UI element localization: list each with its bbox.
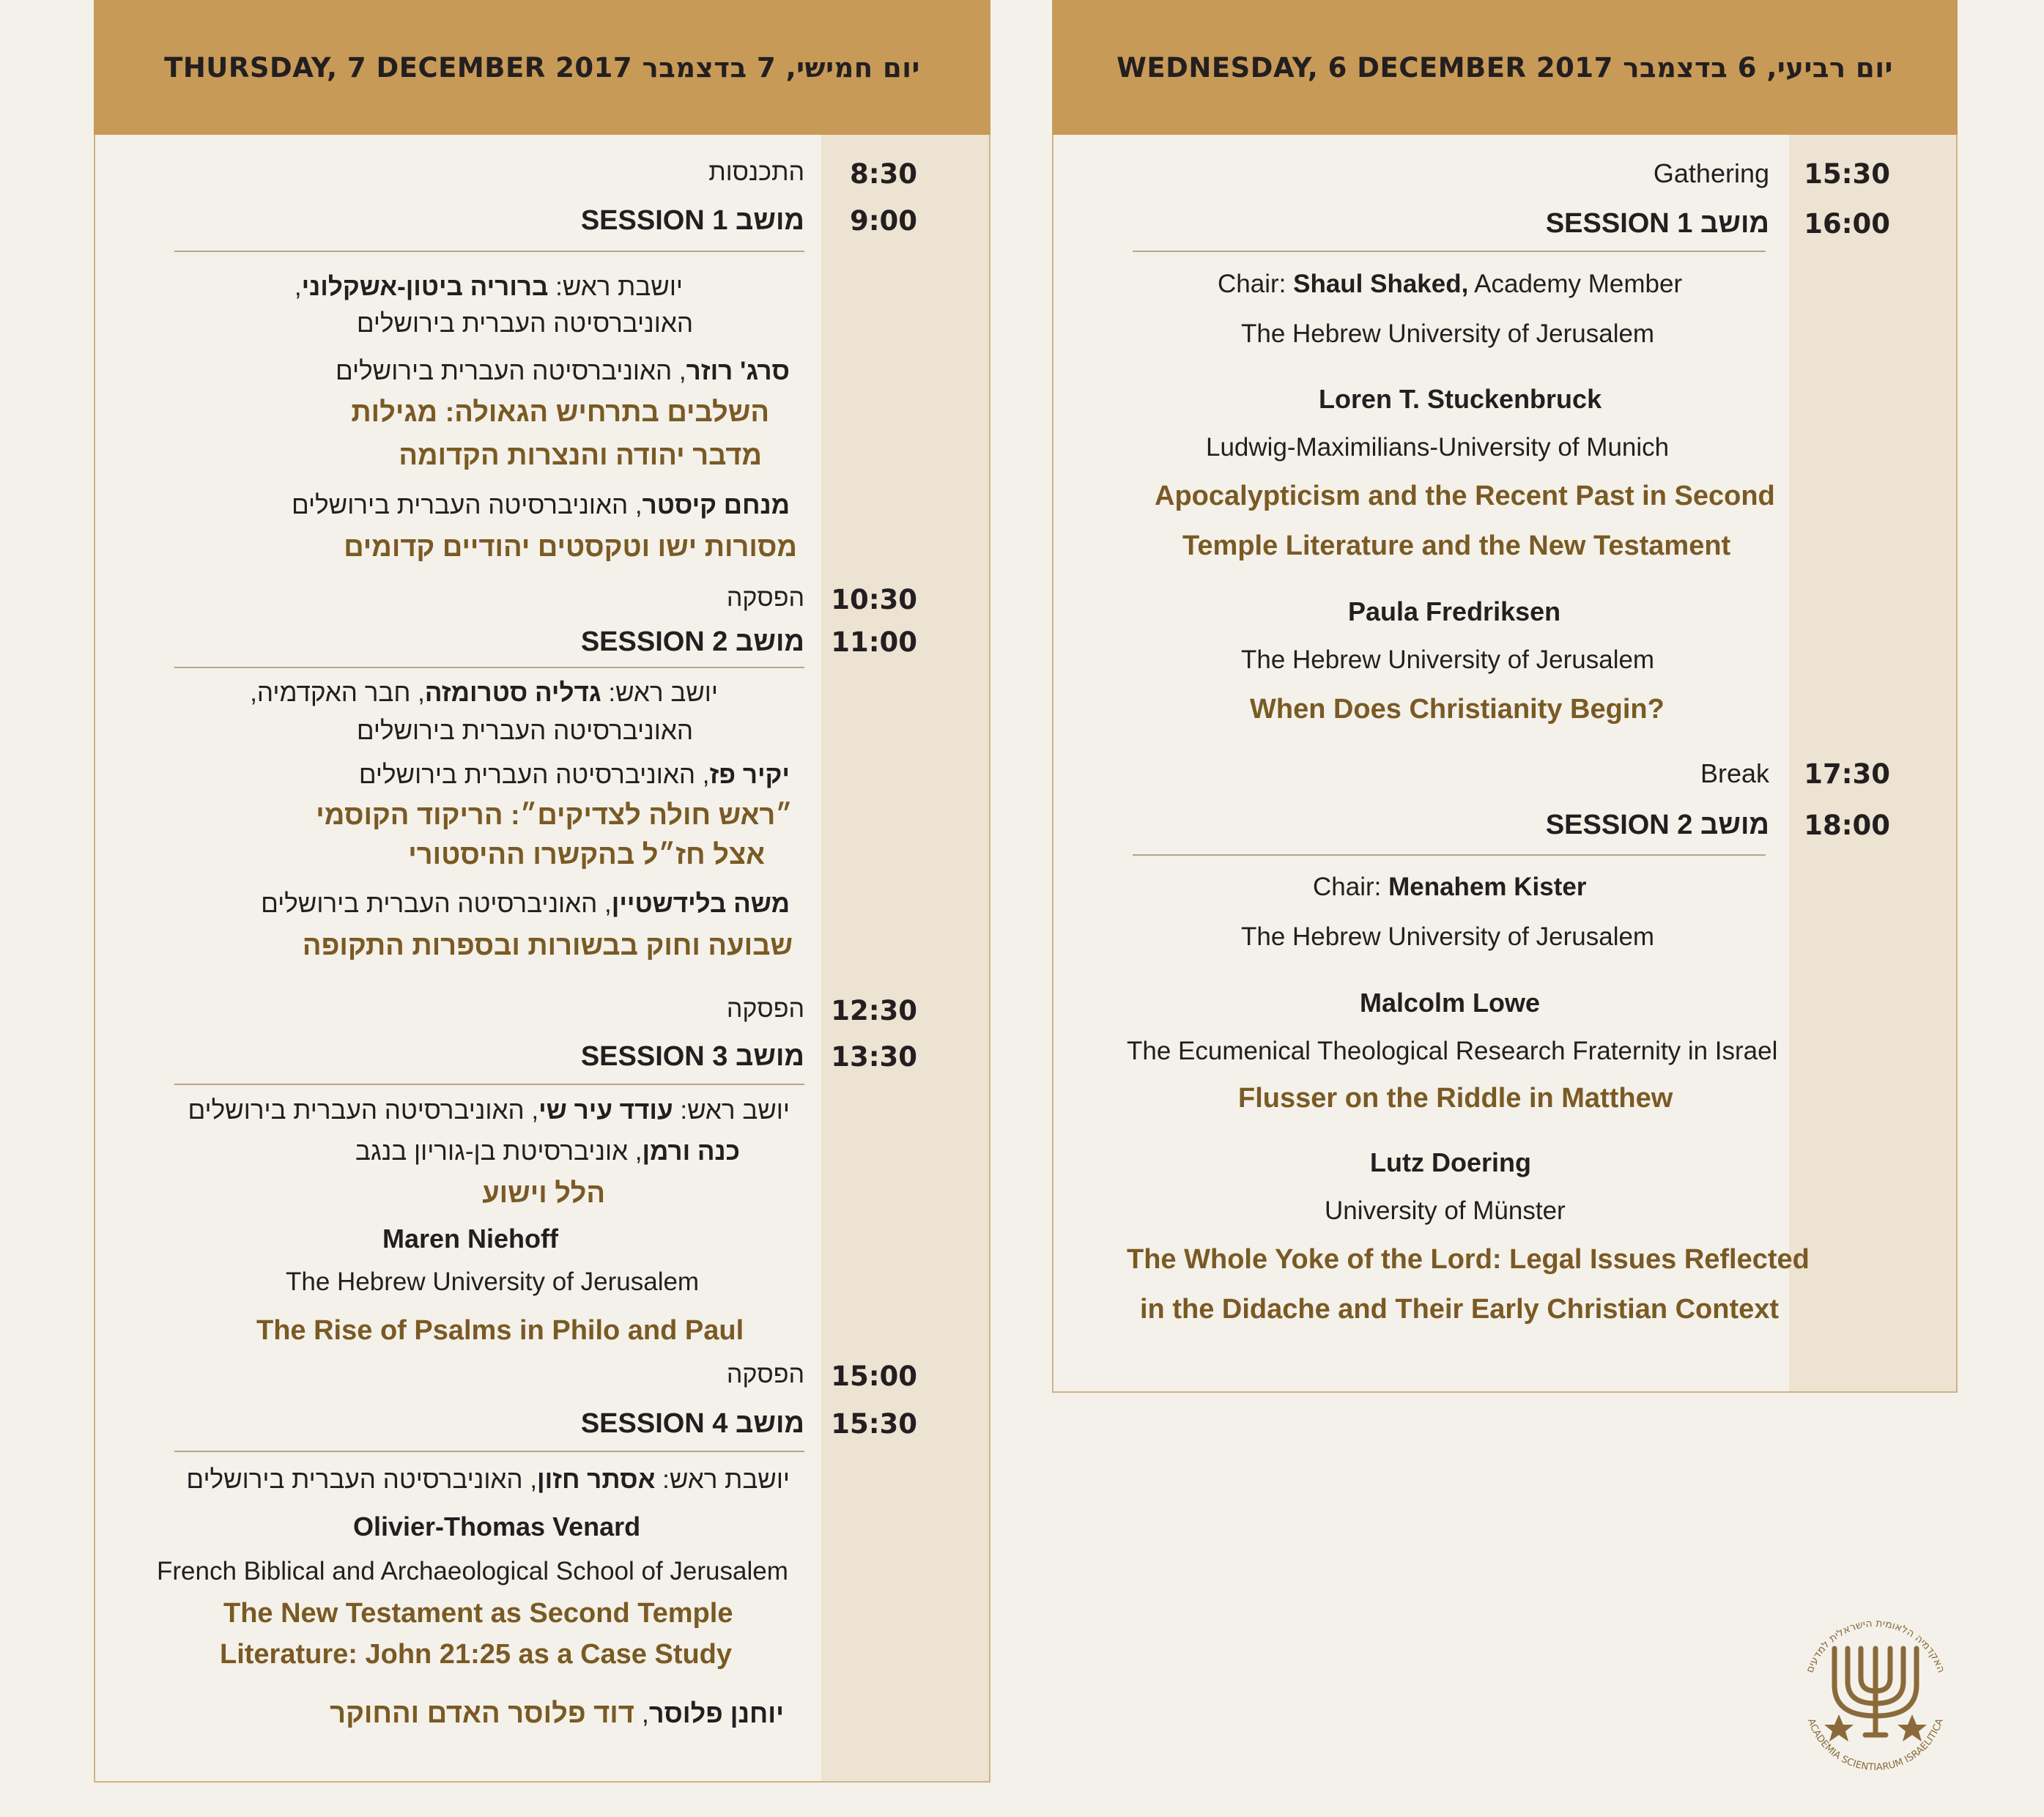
wednesday-header: WEDNESDAY, 6 DECEMBER 2017 יום רביעי, 6 בדצמבר (1052, 0, 1958, 135)
speaker-line: משה בלידשטיין, האוניברסיטה העברית בירושלים (261, 889, 790, 918)
speaker-name: Malcolm Lowe (1360, 988, 1541, 1018)
academy-logo (1788, 1605, 1963, 1780)
menorah-seal-icon (1788, 1605, 1963, 1780)
chair-line: יושב ראש: עודד עיר שי, האוניברסיטה העברית בירושלים (188, 1096, 790, 1125)
chair-affiliation: The Hebrew University of Jerusalem (1241, 922, 1655, 951)
talk-title: Flusser on the Riddle in Matthew (1238, 1083, 1673, 1114)
talk-title: שבועה וחוק בבשורות ובספרות התקופה (302, 930, 793, 961)
chair-affiliation: האוניברסיטה העברית בירושלים (356, 717, 693, 745)
talk-title: השלבים בתרחיש הגאולה: מגילות (351, 397, 769, 428)
talk-title: מסורות ישו וטקסטים יהודיים קדומים (344, 532, 797, 563)
logo-text-bottom: ACADEMIA SCIENTIARUM ISRAELITICA (1805, 1717, 1946, 1774)
talk-title: in the Didache and Their Early Christian Context (1140, 1294, 1780, 1325)
slot-label: הפסקה (726, 584, 804, 612)
speaker-name: Paula Fredriksen (1348, 596, 1561, 626)
divider (174, 251, 804, 252)
speaker-affiliation: French Biblical and Archaeological School of Jerusalem (157, 1557, 788, 1585)
session-title: SESSION 1 מושב (1545, 208, 1769, 239)
divider (1133, 854, 1766, 856)
time-slot: 15:00 (831, 1361, 917, 1392)
time-slot: 13:30 (831, 1041, 917, 1073)
divider (1133, 251, 1766, 252)
speaker-affiliation: The Hebrew University of Jerusalem (1241, 645, 1655, 674)
talk-title: Temple Literature and the New Testament (1182, 530, 1731, 561)
time-slot: 15:30 (831, 1408, 917, 1440)
speaker-affiliation: Ludwig-Maximilians-University of Munich (1206, 433, 1670, 462)
slot-label: הפסקה (726, 1361, 804, 1388)
speaker-affiliation: University of Münster (1325, 1196, 1566, 1225)
speaker-name: Loren T. Stuckenbruck (1319, 384, 1602, 414)
chair-line: יושבת ראש: אסתר חזון, האוניברסיטה העברית בירושלים (186, 1465, 790, 1494)
talk-title: When Does Christianity Begin? (1250, 694, 1665, 725)
divider (174, 1084, 804, 1085)
chair-affiliation: האוניברסיטה העברית בירושלים (356, 309, 693, 338)
speaker-name: Olivier-Thomas Venard (353, 1511, 641, 1542)
session-title: SESSION 2 מושב (1545, 810, 1769, 840)
time-slot: 16:00 (1804, 208, 1890, 240)
chair-line: Chair: Shaul Shaked, Academy Member (1218, 270, 1683, 298)
thursday-time-column (821, 135, 989, 1781)
speaker-name: Lutz Doering (1370, 1147, 1531, 1177)
time-slot: 10:30 (831, 584, 917, 615)
time-slot: 15:30 (1804, 158, 1890, 190)
speaker-name: Maren Niehoff (382, 1224, 559, 1254)
slot-label: Gathering (1653, 158, 1769, 188)
time-slot: 11:00 (831, 626, 917, 658)
chair-affiliation: The Hebrew University of Jerusalem (1241, 319, 1655, 348)
time-slot: 8:30 (849, 158, 917, 190)
chair-line: יושב ראש: גדליה סטרומזה, חבר האקדמיה, (250, 678, 718, 707)
talk-title: Literature: John 21:25 as a Case Study (220, 1639, 733, 1670)
thursday-header: THURSDAY, 7 DECEMBER 2017 יום חמישי, 7 בדצמבר (94, 0, 990, 135)
thursday-panel (94, 0, 990, 1783)
session-title: SESSION 2 מושב (580, 626, 804, 657)
slot-label: הפסקה (726, 995, 804, 1023)
chair-line: Chair: Menahem Kister (1313, 873, 1587, 901)
talk-title: אצל חז״ל בהקשרו ההיסטורי (408, 840, 765, 870)
wednesday-panel (1052, 0, 1958, 1393)
logo-text-top: האקדמיה הלאומית הישראלית למדעים (1804, 1617, 1947, 1675)
session-title: SESSION 3 מושב (580, 1041, 804, 1072)
speaker-line: יקיר פז, האוניברסיטה העברית בירושלים (358, 761, 790, 789)
time-slot: 17:30 (1804, 758, 1890, 790)
time-slot: 18:00 (1804, 810, 1890, 841)
talk-title: הלל וישוע (482, 1178, 605, 1209)
chair-line: יושבת ראש: ברוריה ביטון-אשקלוני, (294, 273, 683, 301)
session-title: SESSION 1 מושב (580, 205, 804, 236)
talk-title: The Whole Yoke of the Lord: Legal Issues Reflected (1127, 1244, 1810, 1275)
speaker-affiliation: The Hebrew University of Jerusalem (286, 1268, 700, 1296)
talk-title: מדבר יהודה והנצרות הקדומה (399, 440, 762, 471)
speaker-line: יוחנן פלוסר, דוד פלוסר האדם והחוקר (330, 1698, 784, 1729)
time-slot: 9:00 (849, 205, 917, 237)
speaker-line: סרג' רוזר, האוניברסיטה העברית בירושלים (336, 357, 790, 385)
talk-title: The Rise of Psalms in Philo and Paul (256, 1315, 744, 1346)
slot-label: Break (1700, 758, 1769, 788)
talk-title: The New Testament as Second Temple (223, 1598, 733, 1629)
session-title: SESSION 4 מושב (580, 1408, 804, 1439)
speaker-line: מנחם קיסטר, האוניברסיטה העברית בירושלים (292, 491, 790, 519)
divider (174, 1451, 804, 1452)
slot-label: התכנסות (708, 158, 804, 186)
speaker-affiliation: The Ecumenical Theological Research Fraternity in Israel (1127, 1037, 1778, 1065)
divider (174, 667, 804, 668)
time-slot: 12:30 (831, 995, 917, 1026)
speaker-line: כנה ורמן, אוניברסיטת בן-גוריון בנגב (355, 1137, 740, 1166)
talk-title: ״ראש חולה לצדיקים״: הריקוד הקוסמי (316, 800, 793, 831)
talk-title: Apocalypticism and the Recent Past in Second (1155, 481, 1775, 511)
